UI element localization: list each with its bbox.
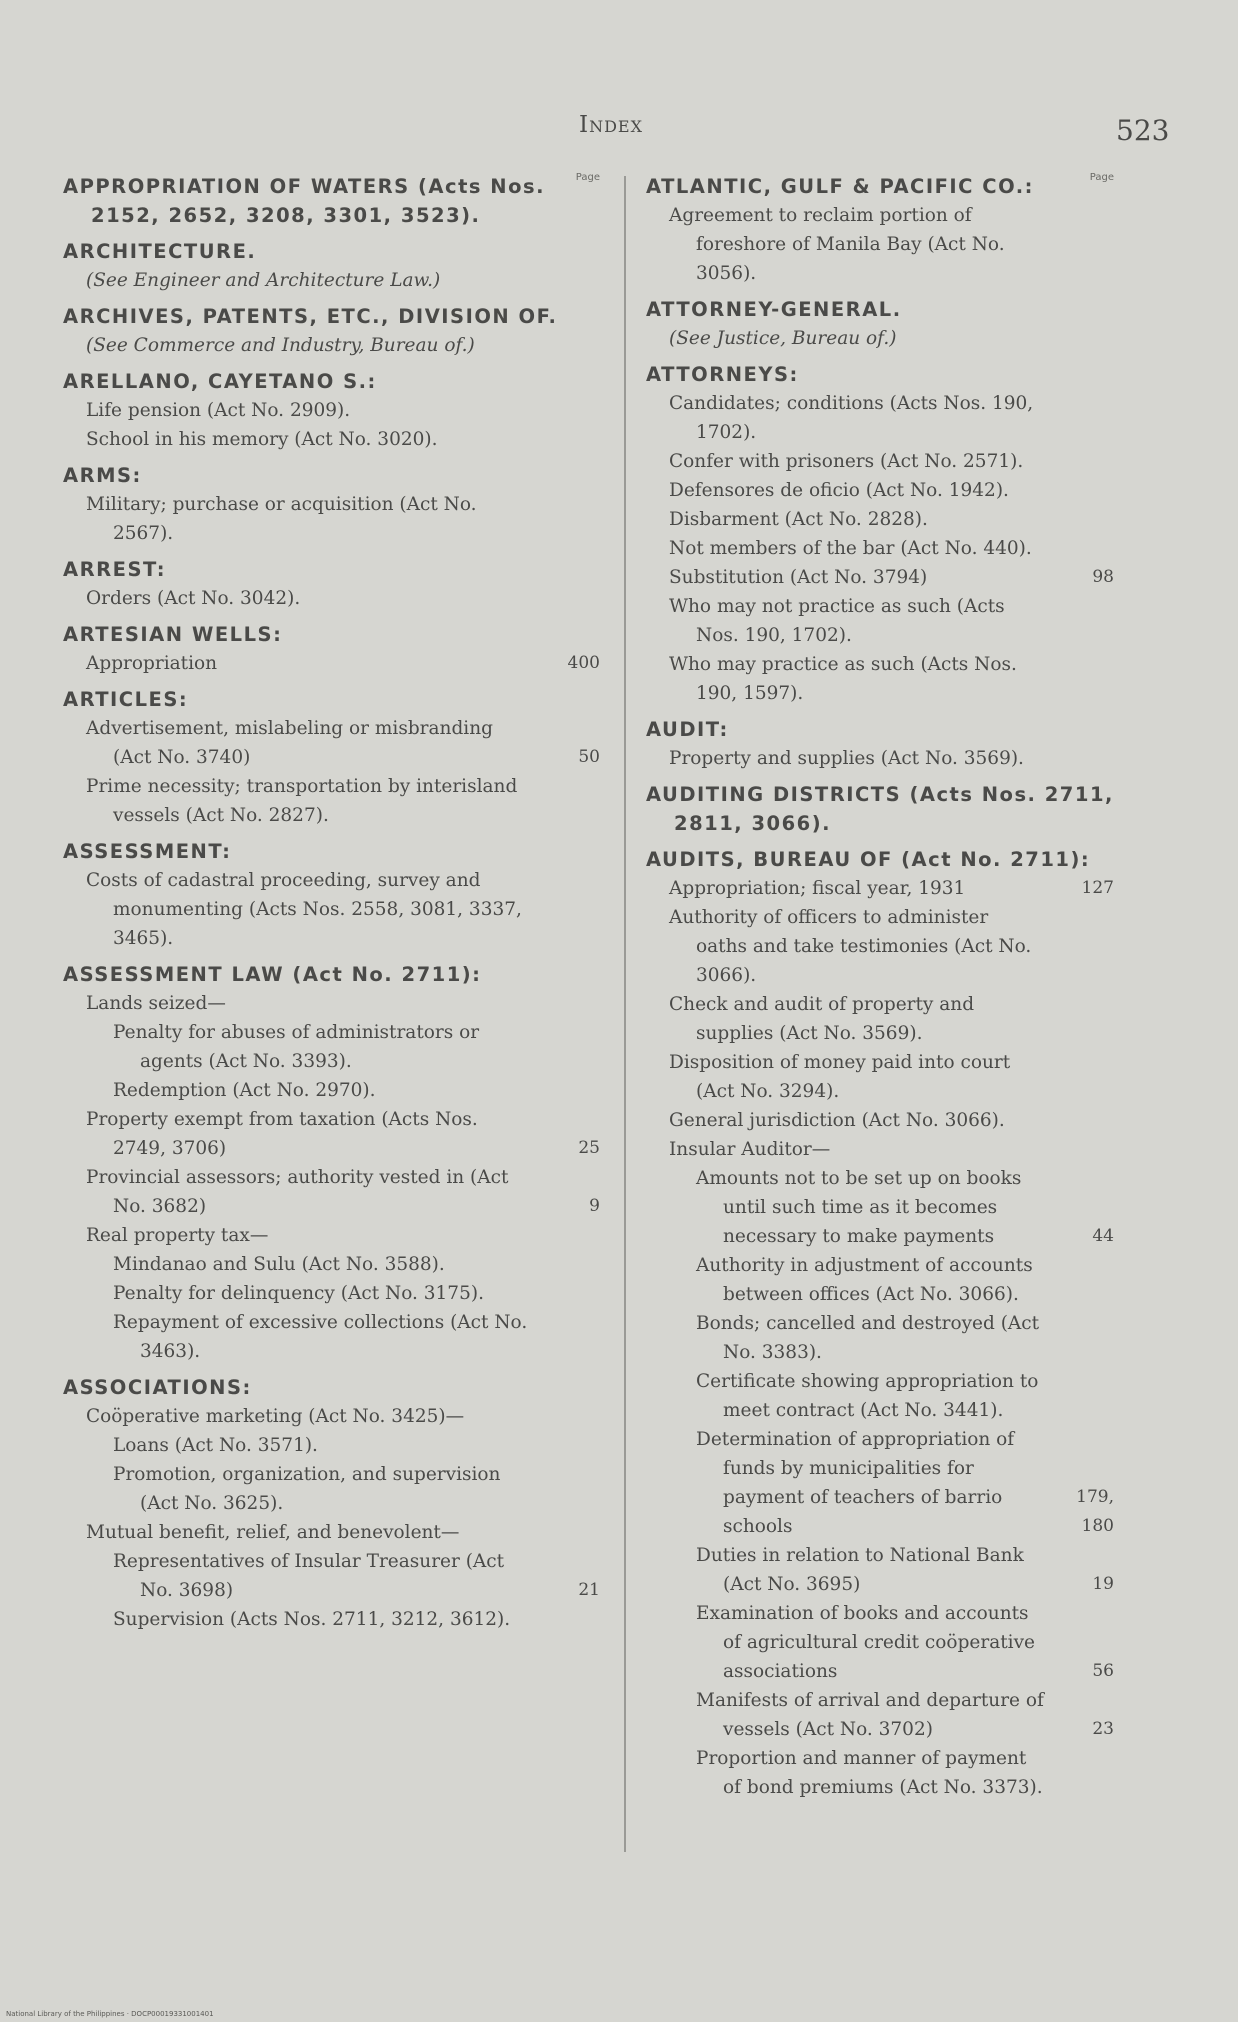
subentry-text: Appropriation; fiscal year, 1931 [669,878,966,899]
running-head: Index [579,112,643,138]
index-subentry [646,592,1114,650]
subentry-text: Duties in relation to National Bank (Act No. 3695) [696,1545,1024,1595]
index-subentry [63,490,600,548]
index-heading: ARMS: [63,464,142,487]
index-heading: ARCHIVES, PATENTS, ETC., DIVISION OF. [63,305,558,328]
index-subentry [63,1279,600,1308]
index-subentry [63,331,600,360]
index-heading: ATTORNEYS: [646,363,799,386]
index-subentry [63,1308,600,1366]
index-subentry [646,447,1114,476]
subentry-text: Property exempt from taxation (Acts Nos. 2749, 3706) [86,1109,478,1159]
subentry-text: (See Justice, Bureau of.) [669,328,897,349]
index-subentry [646,1541,1114,1599]
page-reference: 179, 180 [1076,1487,1114,1536]
index-subentry [646,1425,1114,1541]
subentry-text: Costs of cadastral proceeding, survey and monumenting (Acts Nos. 2558, 3081, 3337, 3465). [86,870,522,949]
index-subentry [63,584,600,613]
page-reference: 9 [589,1196,600,1216]
subentry-text: Authority in adjustment of accounts between offices (Act No. 3066). [696,1255,1033,1305]
index-heading: ARREST: [63,558,167,581]
page-reference: 98 [1092,567,1114,587]
index-heading: ASSESSMENT: [63,840,232,863]
subentry-text: Coöperative marketing (Act No. 3425)— [86,1406,465,1427]
column-divider [624,176,626,1852]
subentry-text: Penalty for abuses of administrators or agents (Act No. 3393). [113,1022,480,1072]
index-subentry [646,1686,1114,1744]
subentry-text: Check and audit of property and supplies (Act No. 3569). [669,994,975,1044]
index-subentry [63,1163,600,1221]
index-subentry [63,772,600,830]
index-subentry [63,1402,600,1431]
subentry-text: Candidates; conditions (Acts Nos. 190, 1702). [669,393,1034,443]
index-subentry [646,1744,1114,1802]
index-subentry [646,201,1114,288]
index-subentry [646,563,1114,592]
page-header [0,112,1238,152]
page-reference: 19 [1092,1574,1114,1594]
index-subentry [63,649,600,678]
subentry-text: Manifests of arrival and departure of vessels (Act No. 3702) [696,1690,1044,1740]
page-column-label: Page [575,172,600,183]
subentry-text: Proportion and manner of payment of bond premiums (Act No. 3373). [696,1748,1043,1798]
index-subentry [646,1106,1114,1135]
index-subentry [646,476,1114,505]
library-credit: National Library of the Philippines · DOCP00019331001401 [6,2010,214,2018]
subentry-text: Determination of appropriation of funds by municipalities for payment of teachers of barrio schools [696,1429,1015,1537]
index-subentry [63,1076,600,1105]
subentry-text: Agreement to reclaim portion of foreshore of Manila Bay (Act No. 3056). [669,205,1005,284]
subentry-text: Examination of books and accounts of agricultural credit coöperative associations [696,1603,1035,1682]
index-subentry [63,714,600,772]
index-heading: ARCHITECTURE. [63,240,257,263]
page-reference: 23 [1092,1719,1114,1739]
subentry-text: Appropriation [86,653,218,674]
index-subentry [646,650,1114,708]
index-heading: ARELLANO, CAYETANO S.: [63,370,377,393]
index-column-left [63,172,600,1634]
index-subentry [63,1547,600,1605]
subentry-text: Confer with prisoners (Act No. 2571). [669,451,1024,472]
subentry-text: Mindanao and Sulu (Act No. 3588). [113,1254,445,1275]
index-heading: ATTORNEY-GENERAL. [646,298,902,321]
index-column-right [646,172,1114,1802]
subentry-text: Promotion, organization, and supervision (Act No. 3625). [113,1464,501,1514]
subentry-text: Who may practice as such (Acts Nos. 190, 1597). [669,654,1017,704]
index-subentry [63,396,600,425]
index-subentry [646,744,1114,773]
subentry-text: General jurisdiction (Act No. 3066). [669,1110,1005,1131]
page-reference: 56 [1092,1661,1114,1681]
index-subentry [63,1250,600,1279]
index-subentry [63,1431,600,1460]
subentry-text: Not members of the bar (Act No. 440). [669,538,1032,559]
subentry-text: Prime necessity; transportation by interisland vessels (Act No. 2827). [86,776,518,826]
index-subentry [646,1309,1114,1367]
page-reference: 21 [578,1580,600,1600]
index-subentry [646,324,1114,353]
subentry-text: Amounts not to be set up on books until such time as it becomes necessary to make payments [696,1168,1022,1247]
index-heading: ARTICLES: [63,688,189,711]
subentry-text: School in his memory (Act No. 3020). [86,429,438,450]
subentry-text: Real property tax— [86,1225,269,1246]
subentry-text: Redemption (Act No. 2970). [113,1080,376,1101]
page-column-label: Page [1089,172,1114,183]
subentry-text: (See Engineer and Architecture Law.) [86,270,441,291]
index-subentry [646,990,1114,1048]
index-subentry [63,1460,600,1518]
entries-right [646,172,1114,1802]
subentry-text: Orders (Act No. 3042). [86,588,301,609]
index-subentry [646,389,1114,447]
index-subentry [63,266,600,295]
page-reference: 400 [567,653,600,673]
index-subentry [646,505,1114,534]
index-heading: ATLANTIC, GULF & PACIFIC CO.: [646,175,1034,198]
index-subentry [646,1367,1114,1425]
index-subentry [63,425,600,454]
subentry-text: Lands seized— [86,993,226,1014]
subentry-text: Defensores de oficio (Act No. 1942). [669,480,1009,501]
subentry-text: (See Commerce and Industry, Bureau of.) [86,335,475,356]
index-subentry [646,1048,1114,1106]
subentry-text: Certificate showing appropriation to meet contract (Act No. 3441). [696,1371,1039,1421]
entries-left [63,172,600,1634]
page-reference: 50 [578,747,600,767]
subentry-text: Repayment of excessive collections (Act No. 3463). [113,1312,528,1362]
index-subentry [63,866,600,953]
subentry-text: Penalty for delinquency (Act No. 3175). [113,1283,484,1304]
index-subentry [63,1221,600,1250]
subentry-text: Property and supplies (Act No. 3569). [669,748,1024,769]
subentry-text: Bonds; cancelled and destroyed (Act No. 3383). [696,1313,1040,1363]
subentry-text: Mutual benefit, relief, and benevolent— [86,1522,460,1543]
subentry-text: Substitution (Act No. 3794) [669,567,928,588]
index-heading: ASSESSMENT LAW (Act No. 2711): [63,963,482,986]
index-heading: ARTESIAN WELLS: [63,623,283,646]
index-heading: AUDITS, BUREAU OF (Act No. 2711): [646,848,1091,871]
index-subentry [63,989,600,1018]
index-subentry [646,1599,1114,1686]
index-subentry [63,1605,600,1634]
subentry-text: Authority of officers to administer oaths and take testimonies (Act No. 3066). [669,907,1032,986]
subentry-text: Military; purchase or acquisition (Act No. 2567). [86,494,477,544]
index-subentry [646,534,1114,563]
index-subentry [646,1164,1114,1251]
index-subentry [63,1105,600,1163]
index-subentry [646,874,1114,903]
index-subentry [646,1251,1114,1309]
index-subentry [63,1018,600,1076]
index-heading: AUDIT: [646,718,729,741]
index-subentry [646,1135,1114,1164]
index-heading: ASSOCIATIONS: [63,1376,252,1399]
index-subentry [63,1518,600,1547]
page-number: 523 [1116,114,1170,147]
page-reference: 25 [578,1138,600,1158]
subentry-text: Disposition of money paid into court (Act No. 3294). [669,1052,1011,1102]
subentry-text: Life pension (Act No. 2909). [86,400,351,421]
index-heading: AUDITING DISTRICTS (Acts Nos. 2711, 2811, 3066). [646,783,1114,835]
index-subentry [646,903,1114,990]
subentry-text: Disbarment (Act No. 2828). [669,509,928,530]
subentry-text: Representatives of Insular Treasurer (Act No. 3698) [113,1551,505,1601]
subentry-text: Who may not practice as such (Acts Nos. 190, 1702). [669,596,1005,646]
page-reference: 127 [1081,878,1114,898]
subentry-text: Loans (Act No. 3571). [113,1435,318,1456]
subentry-text: Supervision (Acts Nos. 2711, 3212, 3612). [113,1609,511,1630]
subentry-text: Advertisement, mislabeling or misbranding (Act No. 3740) [86,718,493,768]
page-reference: 44 [1092,1226,1114,1246]
subentry-text: Insular Auditor— [669,1139,831,1160]
index-heading: APPROPRIATION OF WATERS (Acts Nos. 2152, 2652, 3208, 3301, 3523). [63,175,546,227]
subentry-text: Provincial assessors; authority vested in (Act No. 3682) [86,1167,509,1217]
